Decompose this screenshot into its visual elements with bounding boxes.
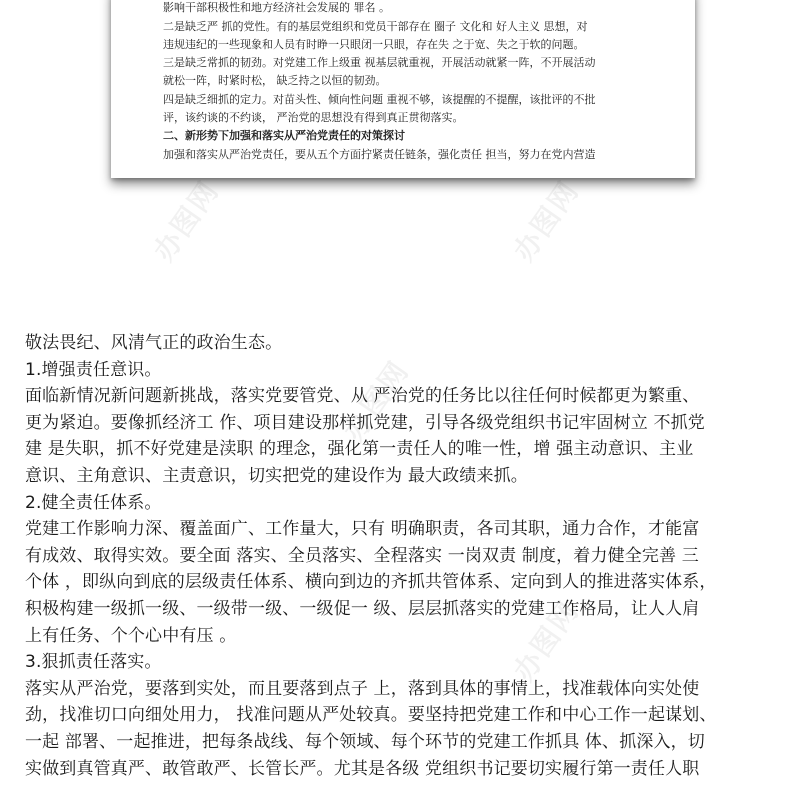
paragraph-line: 实做到真管真严、敢管敢严、长管长严。尤其是各级 党组织书记要切实履行第一责任人职 [25,758,700,779]
paragraph-line: 个体 ，即纵向到底的层级责任体系、横向到边的齐抓共管体系、定向到人的推进落实体系， [25,572,717,593]
section-heading: 3.狠抓责任落实。 [25,652,162,673]
paragraph-line: 建 是失职，抓不好党建是渎职 的理念，强化第一责任人的唯一性，增 强主动意识、主业 [25,439,694,460]
preview-line: 四是缺乏细抓的定力。对苗头性、倾向性问题 重视不够，该提醒的不提醒，该批评的不批 [163,92,596,106]
preview-line: 二是缺乏严 抓的党性。有的基层党组织和党员干部存在 圈子 文化和 好人主义 思想，对 [163,19,588,33]
preview-line: 就松一阵，时紧时松， 缺乏持之以恒的韧劲。 [163,74,387,88]
watermark: 办图网 [146,174,226,268]
paragraph-line: 劲，找准切口向细处用力， 找准问题从严处较真。要坚持把党建工作和中心工作一起谋划、 [25,705,717,726]
paragraph-line: 上有任务、个个心中有压 。 [25,625,237,646]
paragraph-line: 更为紧迫。要像抓经济工 作、项目建设那样抓党建，引导各级党组织书记牢固树立 不抓党 [25,412,705,433]
watermark: 办图网 [506,174,586,268]
section-heading: 2.健全责任体系。 [25,492,162,513]
preview-text-block [163,0,663,171]
preview-line: 影响干部积极性和地方经济社会发展的 罪名 。 [163,1,390,15]
preview-line: 评，该约谈的不约谈， 严治党的思想没有得到真正贯彻落实。 [163,111,464,125]
paragraph-line: 面临新情况新问题新挑战，落实党要管党、从 严治党的任务比以往任何时候都更为繁重、 [25,386,700,407]
paragraph-line: 积极构建一级抓一级、一级带一级、一级促一 级、层层抓落实的党建工作格局，让人人肩 [25,598,700,619]
section-heading: 1.增强责任意识。 [25,359,162,380]
document-preview-card [111,0,695,178]
paragraph-line: 敬法畏纪、风清气正的政治生态。 [25,333,283,353]
preview-line: 加强和落实从严治党责任，要从五个方面拧紧责任链条，强化责任 担当，努力在党内营造 [163,147,596,161]
preview-line: 三是缺乏常抓的韧劲。对党建工作上级重 视基层就重视，开展活动就紧一阵，不开展活动 [163,56,596,70]
watermark: 办图网 [506,594,586,688]
paragraph-line: 有成效、取得实效。要全面 落实、全员落实、全程落实 一岗双责 制度，着力健全完善 三 [25,545,699,566]
preview-line: 违规违纪的一些现象和人员有时睁一只眼闭一只眼，存在失 之于宽、失之于软的问题。 [163,37,585,51]
paragraph-line: 落实从严治党，要落到实处，而且要落到点子 上，落到具体的事情上，找准载体向实处使 [25,678,700,699]
watermark: 办图网 [336,354,416,448]
preview-section-heading: 二、新形势下加强和落实从严治党责任的对策探讨 [163,129,405,143]
paragraph-line: 党建工作影响力深、覆盖面广、工作量大，只有 明确职责，各司其职，通力合作，才能富 [25,519,700,540]
paragraph-line: 一起 部署、一起推进，把每条战线、每个领域、每个环节的党建工作抓具 体、抓深入，切 [25,731,705,752]
document-body [25,330,785,782]
paragraph-line: 意识、主角意识、主责意识，切实把党的建设作为 最大政绩来抓。 [25,465,528,486]
